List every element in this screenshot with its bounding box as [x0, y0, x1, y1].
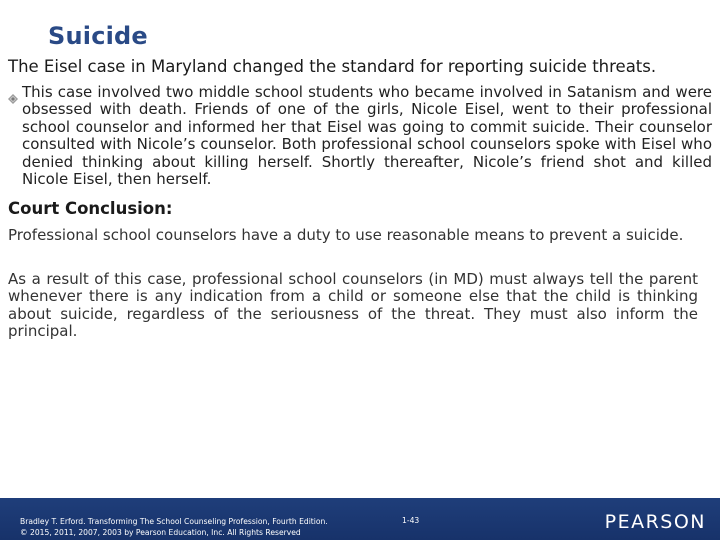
page-number: 1-43 — [402, 516, 420, 525]
diamond-bullet-icon — [8, 89, 22, 108]
court-conclusion-heading: Court Conclusion: — [8, 199, 173, 218]
case-bullet — [8, 84, 712, 188]
case-description: This case involved two middle school students who became involved in Satanism and were obsessed with death. Friends of one of the girls, Nicole Eisel, went to their professional school counselor and informed her that Eisel was going to commit suicide. Their counselor consulted with Nicole’s counselor. Both professional school counselors spoke with Eisel who denied thinking about killing herself. Shortly thereafter, Nicole’s friend shot and killed Nicole Eisel, then herself. — [22, 83, 712, 189]
slide-title: Suicide — [48, 22, 148, 50]
credit-line-2: © 2015, 2011, 2007, 2003 by Pearson Education, Inc. All Rights Reserved — [20, 528, 301, 537]
footer-credit — [20, 516, 328, 538]
result-paragraph: As a result of this case, professional school counselors (in MD) must always tell the parent whenever there is any indication from a child or someone else that the child is thinking about suicide, regardless of the seriousness of the threat. They must also inform the principal. — [8, 270, 698, 341]
footer-bar — [0, 498, 720, 540]
conclusion-paragraph: Professional school counselors have a duty to use reasonable means to prevent a suicide. — [8, 226, 684, 244]
lead-statement: The Eisel case in Maryland changed the standard for reporting suicide threats. — [8, 57, 657, 76]
credit-line-1: Bradley T. Erford. Transforming The School Counseling Profession, Fourth Edition. — [20, 517, 328, 526]
pearson-logo: PEARSON — [604, 511, 706, 533]
